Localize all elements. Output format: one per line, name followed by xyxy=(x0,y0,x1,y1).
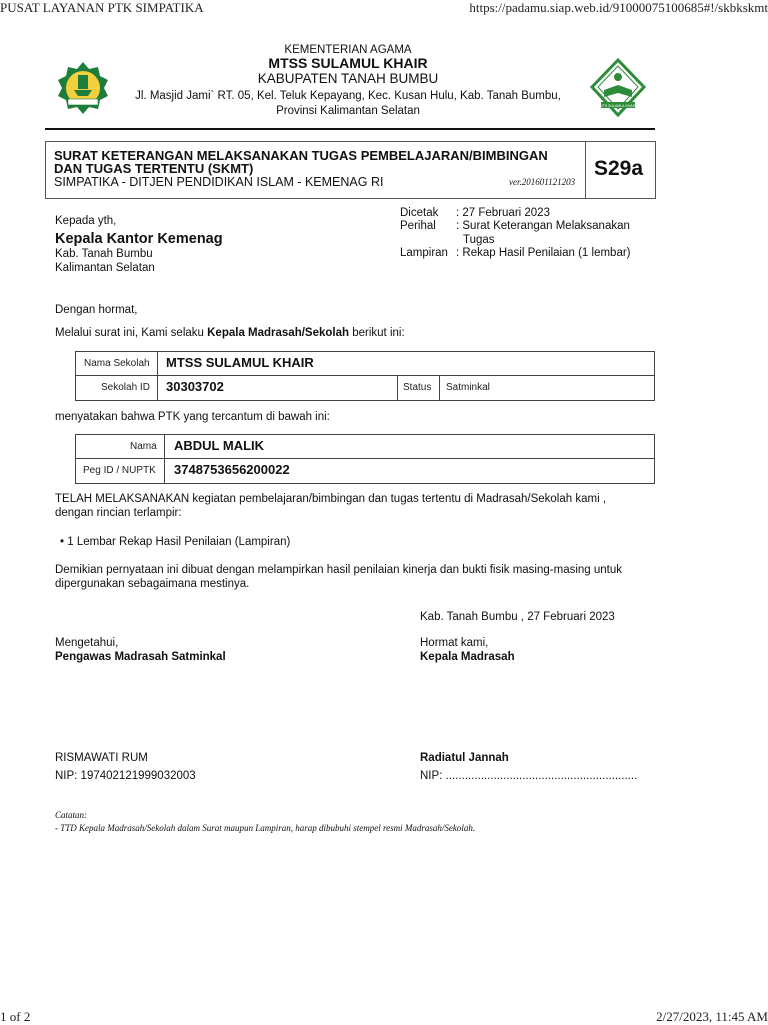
school-name-value: MTSS SULAMUL KHAIR xyxy=(166,355,314,370)
left-signature-label: Mengetahui, xyxy=(55,637,119,649)
left-signer-nip: NIP: 197402121999032003 xyxy=(55,770,196,782)
school-logo-text: MTS SULAMUL KHAIR xyxy=(599,104,637,108)
left-signature-title: Pengawas Madrasah Satminkal xyxy=(55,651,226,663)
school-id-value: 30303702 xyxy=(166,379,224,394)
address-line-1: Jl. Masjid Jami` RT. 05, Kel. Teluk Kepayang, Kec. Kusan Hulu, Kab. Tanah Bumbu, xyxy=(135,90,561,102)
ptk-table-col-divider xyxy=(164,434,165,483)
closing-line-1: Demikian pernyataan ini dibuat dengan melampirkan hasil penilaian kinerja dan bukti fisik masing-masing untuk xyxy=(55,564,623,576)
print-header-url: https://padamu.siap.web.id/91000075100685#!/skbkskmt xyxy=(469,0,768,15)
recipient-salutation: Kepada yth, xyxy=(55,215,117,227)
school-name-label: Nama Sekolah xyxy=(84,358,150,369)
right-signer-name: Radiatul Jannah xyxy=(420,752,509,764)
perihal-value-cont: Tugas xyxy=(463,234,495,246)
address-line-2: Provinsi Kalimantan Selatan xyxy=(276,105,420,117)
title-line-2: DAN TUGAS TERTENTU (SKMT) xyxy=(54,161,254,176)
right-signature-title: Kepala Madrasah xyxy=(420,651,515,663)
notes-label: Catatan: xyxy=(55,810,88,820)
ptk-name-value: ABDUL MALIK xyxy=(174,438,265,453)
attachment-list-item xyxy=(60,536,290,548)
school-table-row-divider xyxy=(75,375,655,376)
ptk-id-value: 3748753656200022 xyxy=(174,462,290,477)
statement-text: menyatakan bahwa PTK yang tercantum di bawah ini: xyxy=(55,411,330,423)
ptk-table-row-divider xyxy=(75,458,655,459)
ptk-name-label: Nama xyxy=(130,441,157,452)
school-table-status-divider-1 xyxy=(397,376,398,400)
form-code: S29a xyxy=(594,157,644,180)
notes-text: - TTD Kepala Madrasah/Sekolah dalam Surat maupun Lampiran, harap dibubuhi stempel resmi Madrasah/Sekolah. xyxy=(55,823,476,833)
perihal-label: Perihal xyxy=(400,220,436,232)
perihal-value: : Surat Keterangan Melaksanakan xyxy=(456,220,630,232)
school-table-col-divider xyxy=(157,351,158,400)
bullet-icon: • xyxy=(60,536,65,548)
print-footer-datetime: 2/27/2023, 11:45 AM xyxy=(656,1009,768,1024)
school-table xyxy=(75,351,655,401)
status-value: Satminkal xyxy=(446,382,490,393)
dicetak-value: : 27 Februari 2023 xyxy=(456,207,550,219)
status-label: Status xyxy=(403,382,432,393)
recipient-line-1: Kab. Tanah Bumbu xyxy=(55,248,153,260)
school-table-status-divider-2 xyxy=(439,376,440,400)
lampiran-value: : Rekap Hasil Penilaian (1 lembar) xyxy=(456,247,631,259)
closing-line-2: dipergunakan sebagaimana mestinya. xyxy=(55,578,250,590)
executed-line-2: dengan rincian terlampir: xyxy=(55,507,182,519)
school-id-label: Sekolah ID xyxy=(101,382,150,393)
print-header-title: PUSAT LAYANAN PTK SIMPATIKA xyxy=(0,0,204,15)
title-subtitle: SIMPATIKA - DITJEN PENDIDIKAN ISLAM - KEMENAG RI xyxy=(54,175,384,189)
ptk-id-label: Peg ID / NUPTK xyxy=(83,465,156,476)
title-line-1: SURAT KETERANGAN MELAKSANAKAN TUGAS PEMBELAJARAN/BIMBINGAN xyxy=(54,148,548,163)
intro-bold: Kepala Madrasah/Sekolah xyxy=(207,327,350,339)
print-footer-page: 1 of 2 xyxy=(0,1009,31,1024)
letterhead-divider xyxy=(45,128,655,130)
lampiran-label: Lampiran xyxy=(400,247,448,259)
dicetak-label: Dicetak xyxy=(400,207,439,219)
version-label: ver.201601121203 xyxy=(509,177,576,187)
place-date: Kab. Tanah Bumbu , 27 Februari 2023 xyxy=(420,611,615,623)
right-signer-nip: NIP: ............................................................ xyxy=(420,770,638,782)
title-box-divider xyxy=(585,141,586,198)
attachment-text: 1 Lembar Rekap Hasil Penilaian (Lampiran) xyxy=(67,536,291,548)
school-name: MTSS SULAMUL KHAIR xyxy=(268,55,428,71)
executed-line-1: TELAH MELAKSANAKAN kegiatan pembelajaran/bimbingan dan tugas tertentu di Madrasah/Sekolah kami , xyxy=(55,493,607,505)
left-signer-name: RISMAWATI RUM xyxy=(55,752,148,764)
recipient-line-2: Kalimantan Selatan xyxy=(55,262,155,274)
intro-post: berikut ini: xyxy=(349,327,405,339)
ptk-table xyxy=(75,434,655,484)
ministry-name: KEMENTERIAN AGAMA xyxy=(284,44,412,56)
intro-text xyxy=(55,327,405,339)
recipient-name: Kepala Kantor Kemenag xyxy=(55,231,223,247)
intro-pre: Melalui surat ini, Kami selaku xyxy=(55,327,208,339)
right-signature-label: Hormat kami, xyxy=(420,637,489,649)
regency-name: KABUPATEN TANAH BUMBU xyxy=(257,71,439,86)
greeting: Dengan hormat, xyxy=(55,304,138,316)
